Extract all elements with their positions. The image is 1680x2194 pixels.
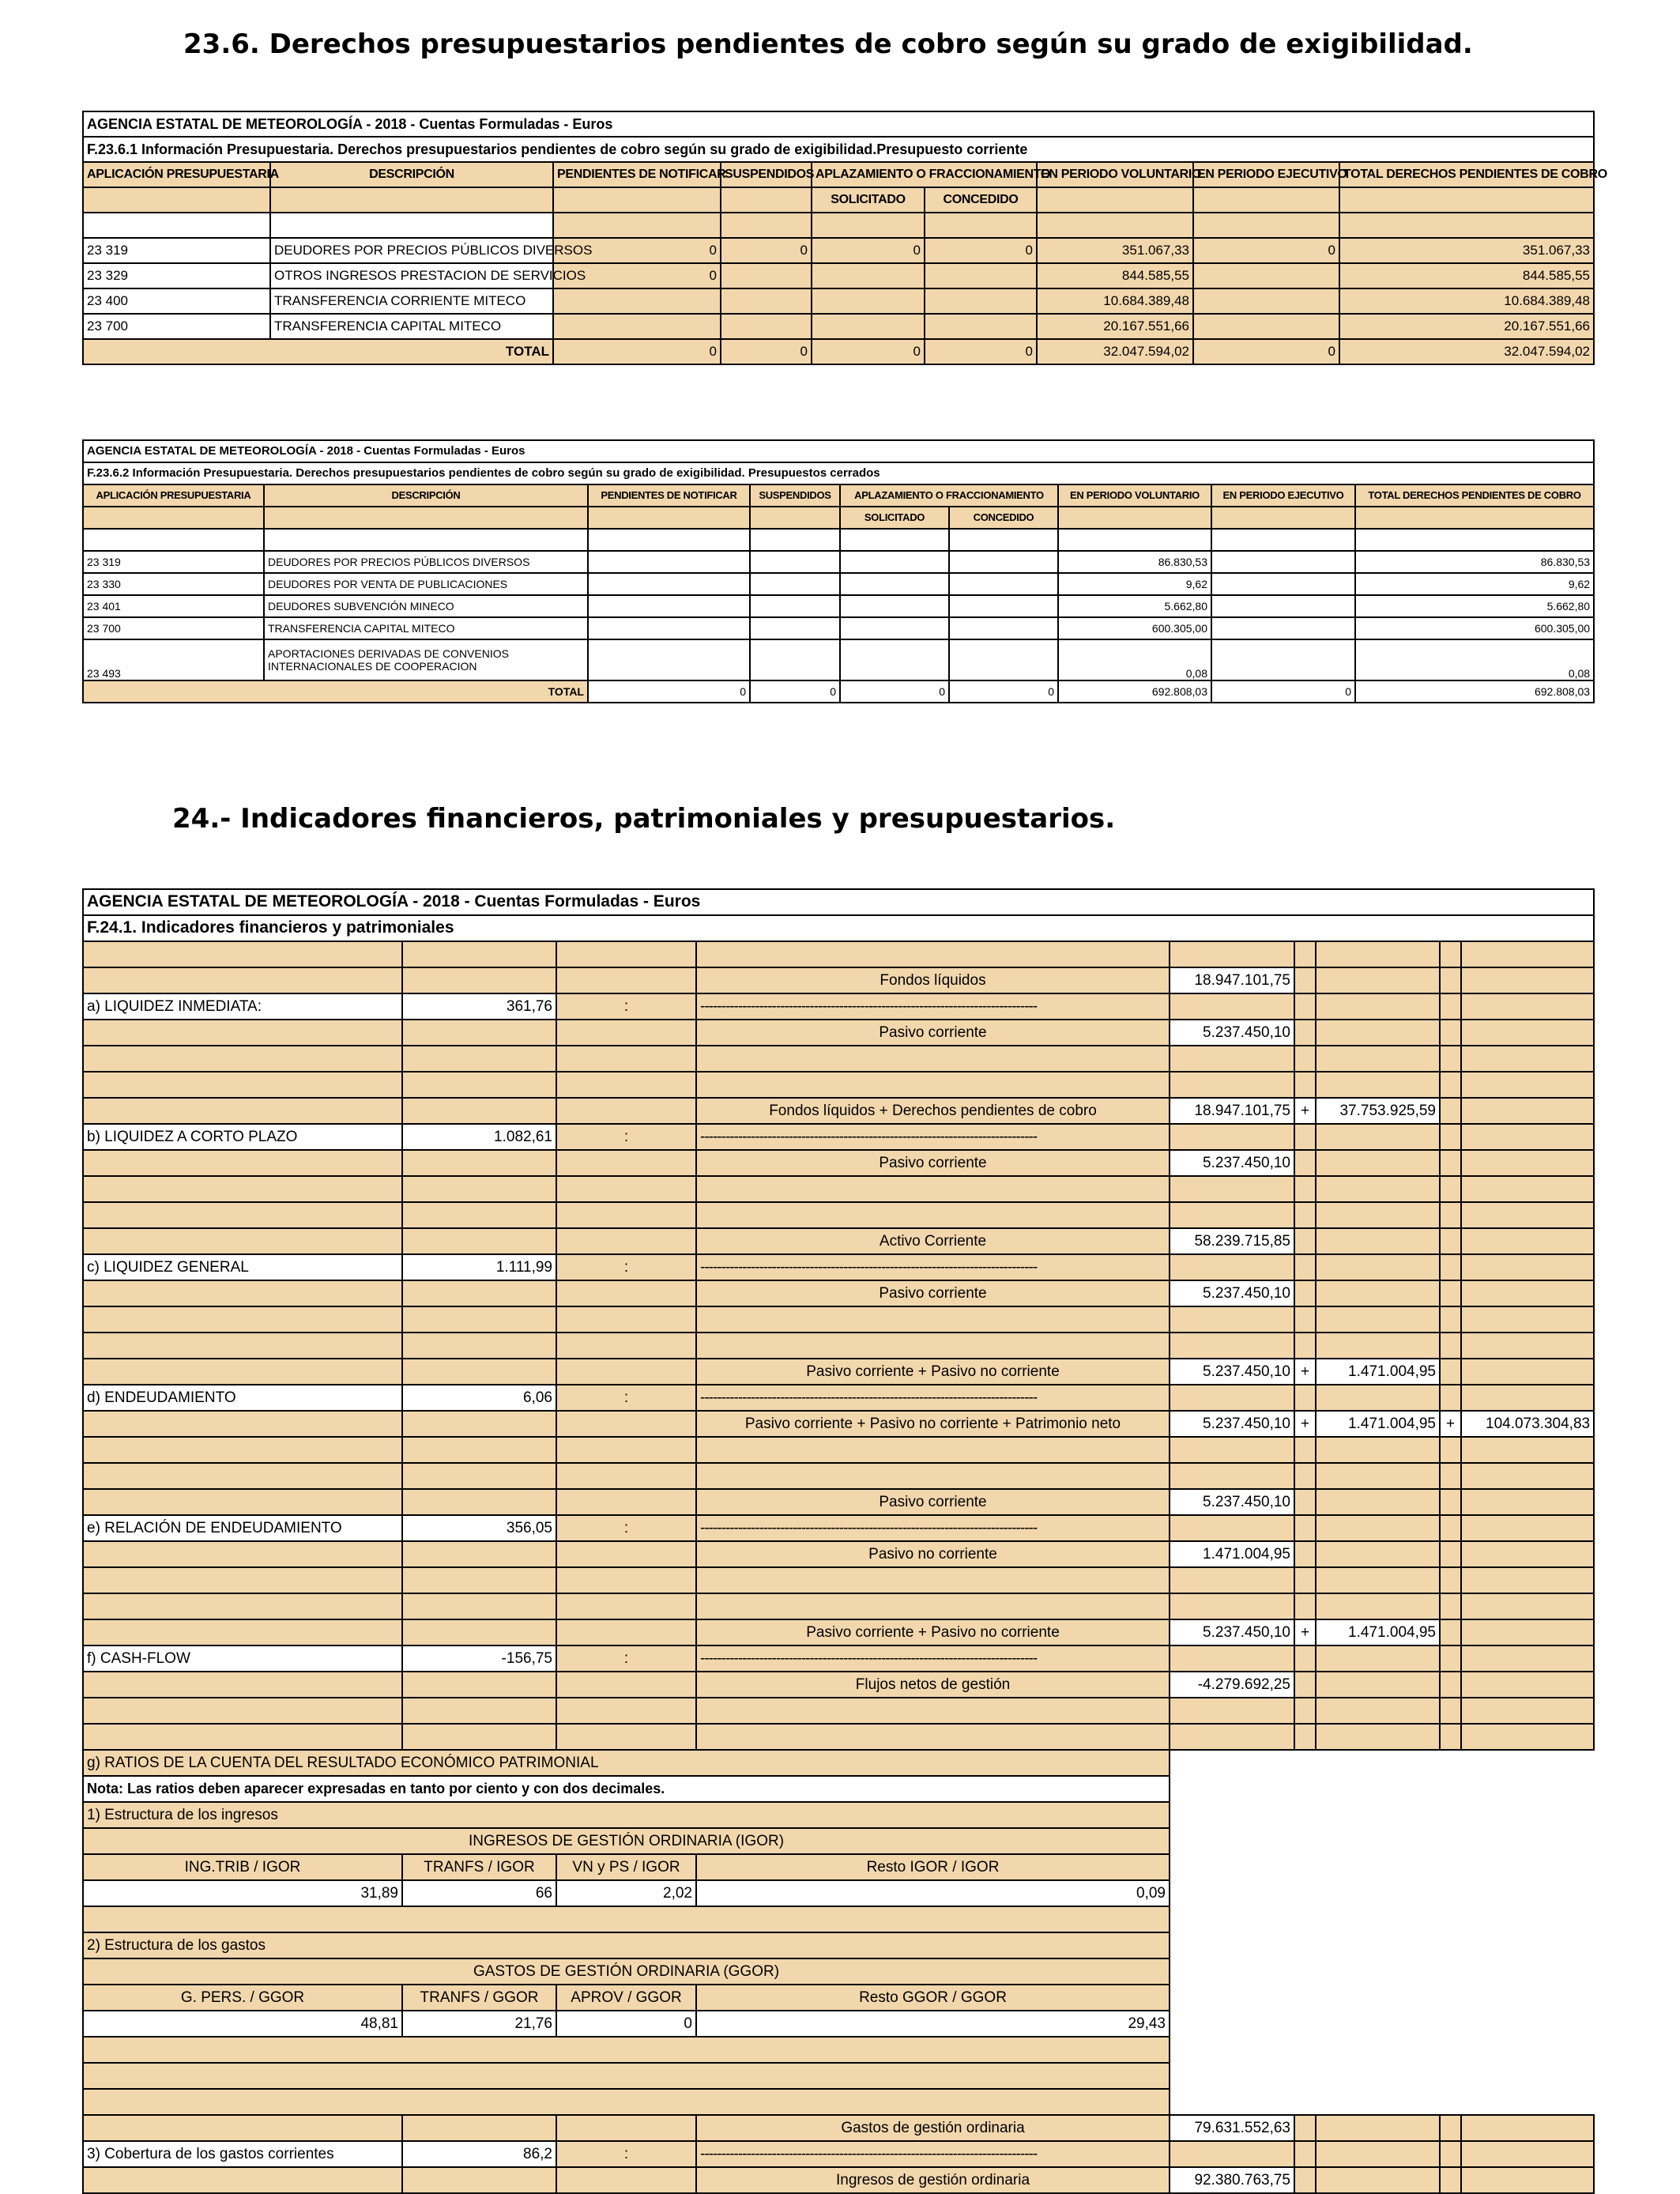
col-header-total: TOTAL DERECHOS PENDIENTES DE COBRO (1339, 162, 1594, 187)
table-row: 23 329 OTROS INGRESOS PRESTACION DE SERVICIOS 0 844.585,55 844.585,55 (83, 263, 1594, 288)
ingresos-values-row: 31,89 66 2,02 0,09 (83, 1880, 1594, 1906)
table-row: 23 401 DEUDORES SUBVENCIÓN MINECO 5.662,80 5.662,80 (83, 595, 1594, 617)
gastos-values-row: 48,81 21,76 0 29,43 (83, 2011, 1594, 2037)
col-header-descripcion: DESCRIPCIÓN (264, 484, 588, 507)
subheader-concedido: CONCEDIDO (925, 187, 1037, 213)
col-header-ejecutivo: EN PERIODO EJECUTIVO (1211, 484, 1355, 507)
col-header-aplazamiento: APLAZAMIENTO O FRACCIONAMIENTO (840, 484, 1058, 507)
table-row: 23 319 DEUDORES POR PRECIOS PÚBLICOS DIVERSOS 0 0 0 0 351.067,33 0 351.067,33 (83, 238, 1594, 263)
total-row: TOTAL 0 0 0 0 692.808,03 0 692.808,03 (83, 680, 1594, 703)
col-header-suspendidos: SUSPENDIDOS (721, 162, 812, 187)
table-title: AGENCIA ESTATAL DE METEOROLOGÍA - 2018 - Cuentas Formuladas - Euros (83, 111, 1594, 137)
section-heading-23-6: 23.6. Derechos presupuestarios pendientes de cobro según su grado de exigibilidad. (183, 28, 1473, 60)
table-row: 23 700 TRANSFERENCIA CAPITAL MITECO 20.167.551,66 20.167.551,66 (83, 314, 1594, 339)
subheader-concedido: CONCEDIDO (949, 507, 1058, 529)
col-header-voluntario: EN PERIODO VOLUNTARIO (1037, 162, 1193, 187)
table-title: AGENCIA ESTATAL DE METEOROLOGÍA - 2018 - Cuentas Formuladas - Euros (83, 440, 1594, 462)
table-row: 23 319 DEUDORES POR PRECIOS PÚBLICOS DIVERSOS 86.830,53 86.830,53 (83, 551, 1594, 573)
indicator-relacion-endeudamiento: e) RELACIÓN DE ENDEUDAMIENTO 356,05 : -------------------------------------------------------------------------------- (83, 1515, 1594, 1541)
table-presupuesto-corriente (82, 111, 1607, 365)
ratios-title: g) RATIOS DE LA CUENTA DEL RESULTADO ECONÓMICO PATRIMONIAL (83, 1750, 1170, 1776)
table-subtitle: F.23.6.1 Información Presupuestaria. Derechos presupuestarios pendientes de cobro según su grado de exigibilidad.Presupuesto corriente (83, 137, 1594, 162)
table-subtitle: F.23.6.2 Información Presupuestaria. Derechos presupuestarios pendientes de cobro según su grado de exigibilidad. Presupuestos cerrados (83, 462, 1594, 484)
indicator-liquidez-general: c) LIQUIDEZ GENERAL 1.111,99 : -------------------------------------------------------------------------------- (83, 1254, 1594, 1280)
table-presupuestos-cerrados (82, 439, 1595, 703)
table-indicadores: AGENCIA ESTATAL DE METEOROLOGÍA - 2018 - Cuentas Formuladas - Euros F.24.1. Indicadores financieros y patrimoniales Fondos líquidos 18.947.101,75 a) LIQUIDEZ INMEDIATA: 361,76 : -------------------------------------------------------------------------------- Pasivo corriente 5.237.450,10 Fondos líquidos + Derechos pendientes de cobro 18.947.101,75 + 37.753.925,59 b) LIQUIDEZ A CORTO PLAZO 1.082,61 : -------------------------------------------------------------------------------- Pasivo corriente 5.237.450,10 Activo Corriente 58.239.715,85 c) LIQUIDEZ GENERAL 1.111,99 : -------------------------------------------------------------------------------- Pasivo corriente 5.237.450,10 Pasivo corriente + Pasivo no corriente 5.237.450,10 + 1.471.004,95 d) ENDEUDAMIENTO 6,06 : -------------------------------------------------------------------------------- Pasivo corriente + Pasivo no corriente + Patrimonio neto 5.237.450,10 + 1.471.004,95 + 104.073.304,83 Pasivo corriente 5.237.450,10 e) RELACIÓN DE ENDEUDAMIENTO 356,05 : -------------------------------------------------------------------------------- Pasivo no corriente 1.471.004,95 Pasivo corriente + Pasivo no corriente 5.237.450,10 + 1.471.004,95 f) CASH-FLOW -156,75 : -------------------------------------------------------------------------------- Flujos netos de gestión -4.279.692,25 g) RATIOS DE LA CUENTA DEL RESULTADO ECONÓMICO PATRIMONIAL Nota: Las ratios deben aparecer expresadas en tanto por ciento y con dos decimales. 1) Estructura de los ingresos INGRESOS DE GESTIÓN ORDINARIA (IGOR) ING.TRIB / IGOR TRANFS / IGOR VN y PS / IGOR Resto IGOR / IGOR 31,89 66 2,02 0,09 2) Estructura de los gastos GASTOS DE GESTIÓN ORDINARIA (GGOR) G. PERS. / GGOR TRANFS / GGOR APROV / GGOR Resto GGOR / GGOR 48,81 21,76 0 29,43 Gastos de gestión ordinaria 79.631.552,63 3) Cobertura de los gastos corrientes 86,2 : -------------------------------------------------------------------------------- Ingresos de gestión ordinaria 92.380.763,75 (82, 888, 1595, 2194)
table-title: AGENCIA ESTATAL DE METEOROLOGÍA - 2018 - Cuentas Formuladas - Euros (83, 889, 1594, 915)
ratios-note: Nota: Las ratios deben aparecer expresadas en tanto por ciento y con dos decimales. (83, 1776, 1170, 1802)
col-header-ejecutivo: EN PERIODO EJECUTIVO (1193, 162, 1339, 187)
table-row: 23 700 TRANSFERENCIA CAPITAL MITECO 600.305,00 600.305,00 (83, 617, 1594, 639)
col-header-aplicacion: APLICACIÓN PRESUPUESTARIA (83, 162, 270, 187)
indicator-cash-flow: f) CASH-FLOW -156,75 : -------------------------------------------------------------------------------- (83, 1646, 1594, 1672)
table-subtitle: F.24.1. Indicadores financieros y patrimoniales (83, 915, 1594, 941)
col-header-aplicacion: APLICACIÓN PRESUPUESTARIA (83, 484, 264, 507)
indicator-endeudamiento: d) ENDEUDAMIENTO 6,06 : -------------------------------------------------------------------------------- (83, 1385, 1594, 1411)
indicator-cobertura-gastos: 3) Cobertura de los gastos corrientes 86,2 : -------------------------------------------------------------------------------- (83, 2141, 1594, 2167)
col-header-aplazamiento: APLAZAMIENTO O FRACCIONAMIENTO (812, 162, 1037, 187)
table-row: 23 330 DEUDORES POR VENTA DE PUBLICACIONES 9,62 9,62 (83, 573, 1594, 595)
col-header-pendientes: PENDIENTES DE NOTIFICAR (553, 162, 721, 187)
subheader-solicitado: SOLICITADO (840, 507, 949, 529)
indicator-liquidez-inmediata: a) LIQUIDEZ INMEDIATA: 361,76 : -------------------------------------------------------------------------------- (83, 993, 1594, 1020)
subheader-solicitado: SOLICITADO (812, 187, 925, 213)
col-header-pendientes: PENDIENTES DE NOTIFICAR (588, 484, 750, 507)
col-header-total: TOTAL DERECHOS PENDIENTES DE COBRO (1355, 484, 1594, 507)
indicator-liquidez-corto-plazo: b) LIQUIDEZ A CORTO PLAZO 1.082,61 : -------------------------------------------------------------------------------- (83, 1124, 1594, 1150)
total-row: TOTAL 0 0 0 0 32.047.594,02 0 32.047.594,02 (83, 339, 1594, 364)
col-header-descripcion: DESCRIPCIÓN (270, 162, 553, 187)
table-row: 23 493 APORTACIONES DERIVADAS DE CONVENIOS INTERNACIONALES DE COOPERACION 0,08 0,08 (83, 639, 1594, 680)
col-header-suspendidos: SUSPENDIDOS (750, 484, 840, 507)
section-heading-24: 24.- Indicadores financieros, patrimoniales y presupuestarios. (172, 803, 1116, 835)
table-row: 23 400 TRANSFERENCIA CORRIENTE MITECO 10.684.389,48 10.684.389,48 (83, 288, 1594, 314)
col-header-voluntario: EN PERIODO VOLUNTARIO (1058, 484, 1211, 507)
